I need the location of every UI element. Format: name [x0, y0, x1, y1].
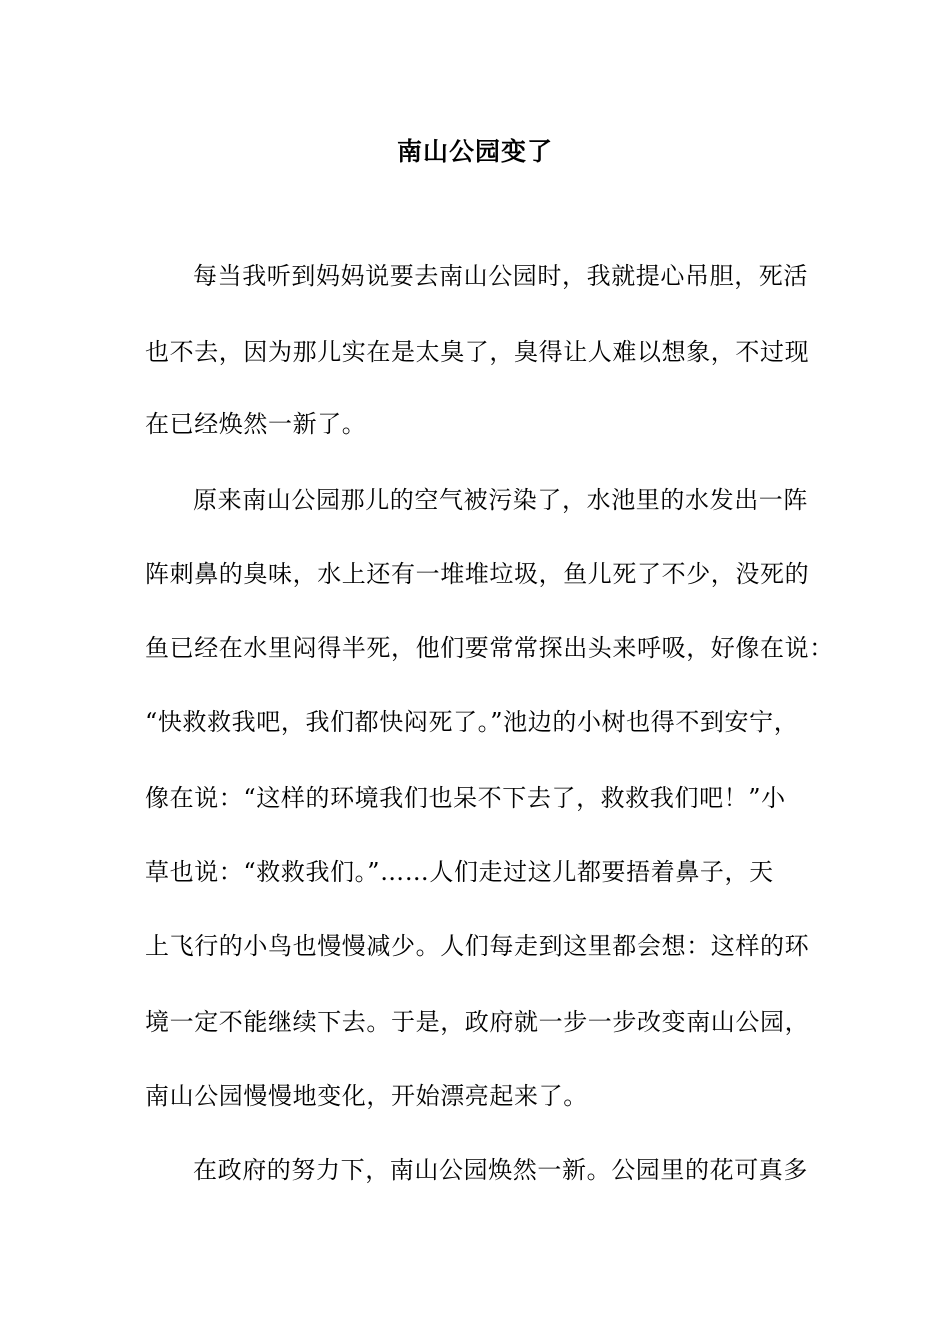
text-line: 草也说：“救救我们。”……人们走过这儿都要捂着鼻子，天 — [145, 858, 774, 886]
text-line: 南山公园慢慢地变化，开始漂亮起来了。 — [145, 1082, 588, 1110]
text-line: 阵刺鼻的臭味，水上还有一堆堆垃圾，鱼儿死了不少，没死的 — [145, 560, 810, 588]
text-line: 上飞行的小鸟也慢慢减少。人们每走到这里都会想：这样的环 — [145, 932, 810, 960]
text-line: 原来南山公园那儿的空气被污染了，水池里的水发出一阵 — [193, 486, 808, 514]
text-line: 鱼已经在水里闷得半死，他们要常常探出头来呼吸，好像在说： — [145, 634, 834, 662]
text-line: 在已经焕然一新了。 — [145, 410, 367, 438]
text-line: 每当我听到妈妈说要去南山公园时，我就提心吊胆，死活 — [193, 262, 808, 290]
text-line: 也不去，因为那儿实在是太臭了，臭得让人难以想象，不过现 — [145, 338, 810, 366]
page-title: 南山公园变了 — [396, 137, 553, 166]
text-line: 在政府的努力下，南山公园焕然一新。公园里的花可真多 — [193, 1156, 808, 1184]
text-line: 境一定不能继续下去。于是，政府就一步一步改变南山公园， — [145, 1008, 810, 1036]
text-line: 像在说：“这样的环境我们也呆不下去了，救救我们吧！”小 — [145, 784, 786, 812]
text-line: “快救救我吧，我们都快闷死了。”池边的小树也得不到安宁， — [145, 708, 799, 736]
